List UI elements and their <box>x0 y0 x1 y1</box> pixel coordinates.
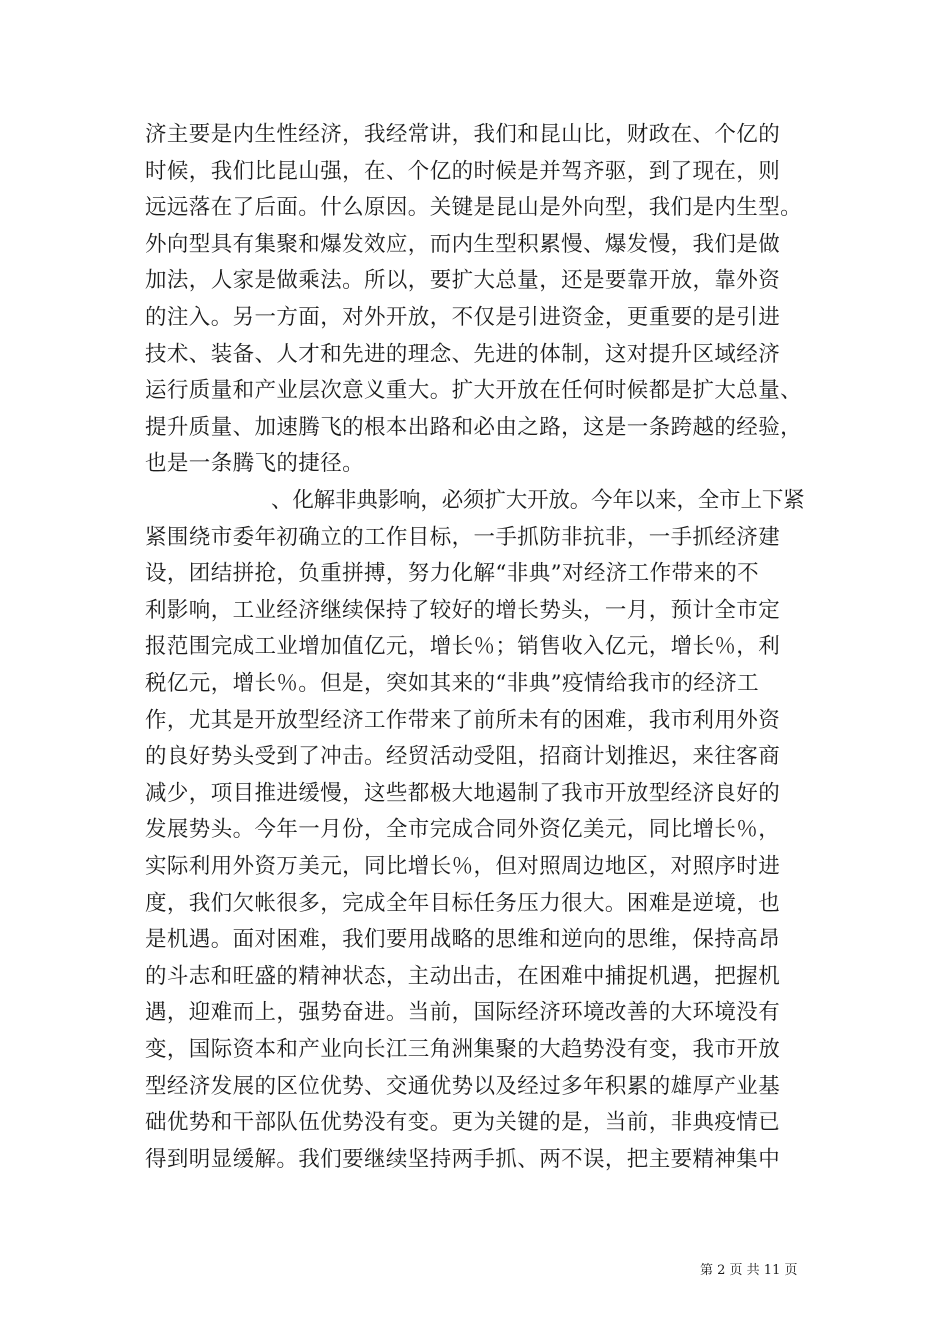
text-line: 税亿元，增长％。但是，突如其来的“非典”疫情给我市的经济工 <box>145 671 760 696</box>
text-line: 时候，我们比昆山强，在、个亿的时候是并驾齐驱，到了现在，则 <box>145 158 781 184</box>
text-line: 报范围完成工业增加值亿元，增长％；销售收入亿元，增长％，利 <box>145 634 781 660</box>
text-line: 提升质量、加速腾飞的根本出路和必由之路，这是一条跨越的经验， <box>145 414 803 440</box>
text-line: 实际利用外资万美元，同比增长％，但对照周边地区，对照序时进 <box>145 854 781 879</box>
text-line: 遇，迎难而上，强势奋进。当前，国际经济环境改善的大环境没有 <box>145 1000 781 1026</box>
text-line: 的注入。另一方面，对外开放，不仅是引进资金，更重要的是引进 <box>145 305 781 330</box>
text-line: 的斗志和旺盛的精神状态，主动出击，在困难中捕捉机遇，把握机 <box>145 963 781 989</box>
text-line: 济主要是内生性经济，我经常讲，我们和昆山比，财政在、个亿的 <box>145 122 781 147</box>
text-line: 也是一条腾飞的捷径。 <box>145 451 365 477</box>
text-line: 紧围绕市委年初确立的工作目标，一手抓防非抗非，一手抓经济建 <box>145 524 781 550</box>
text-line: 减少，项目推进缓慢，这些都极大地遏制了我市开放型经济良好的 <box>145 780 781 806</box>
text-line: 、化解非典影响，必须扩大开放。今年以来，全市上下紧 <box>271 488 805 513</box>
text-line: 发展势头。今年一月份，全市完成合同外资亿美元，同比增长％， <box>145 817 781 843</box>
text-line: 是机遇。面对困难，我们要用战略的思维和逆向的思维，保持高昂 <box>145 927 781 953</box>
text-line: 技术、装备、人才和先进的理念、先进的体制，这对提升区域经济 <box>145 341 781 367</box>
text-line: 得到明显缓解。我们要继续坚持两手抓、两不误，把主要精神集中 <box>145 1146 781 1172</box>
text-line: 外向型具有集聚和爆发效应，而内生型积累慢、爆发慢，我们是做 <box>145 231 781 257</box>
text-line: 型经济发展的区位优势、交通优势以及经过多年积累的雄厚产业基 <box>145 1073 781 1099</box>
text-line: 的良好势头受到了冲击。经贸活动受阻，招商计划推迟，来往客商 <box>145 744 781 770</box>
text-line: 运行质量和产业层次意义重大。扩大开放在任何时候都是扩大总量、 <box>145 378 803 404</box>
text-line: 作，尤其是开放型经济工作带来了前所未有的困难，我市利用外资 <box>145 707 781 733</box>
text-line: 设，团结拼抢，负重拼搏，努力化解“非典”对经济工作带来的不 <box>145 561 760 587</box>
text-line: 利影响，工业经济继续保持了较好的增长势头，一月，预计全市定 <box>145 597 781 623</box>
page-number: 第 2 页 共 11 页 <box>700 1263 798 1278</box>
text-line: 度，我们欠帐很多，完成全年目标任务压力很大。困难是逆境，也 <box>145 890 781 916</box>
text-line: 变，国际资本和产业向长江三角洲集聚的大趋势没有变，我市开放 <box>145 1037 781 1062</box>
text-line: 础优势和干部队伍优势没有变。更为关键的是，当前，非典疫情已 <box>145 1110 781 1136</box>
text-line: 加法，人家是做乘法。所以，要扩大总量，还是要靠开放，靠外资 <box>145 268 781 294</box>
text-line: 远远落在了后面。什么原因。关键是昆山是外向型，我们是内生型。 <box>145 195 803 221</box>
